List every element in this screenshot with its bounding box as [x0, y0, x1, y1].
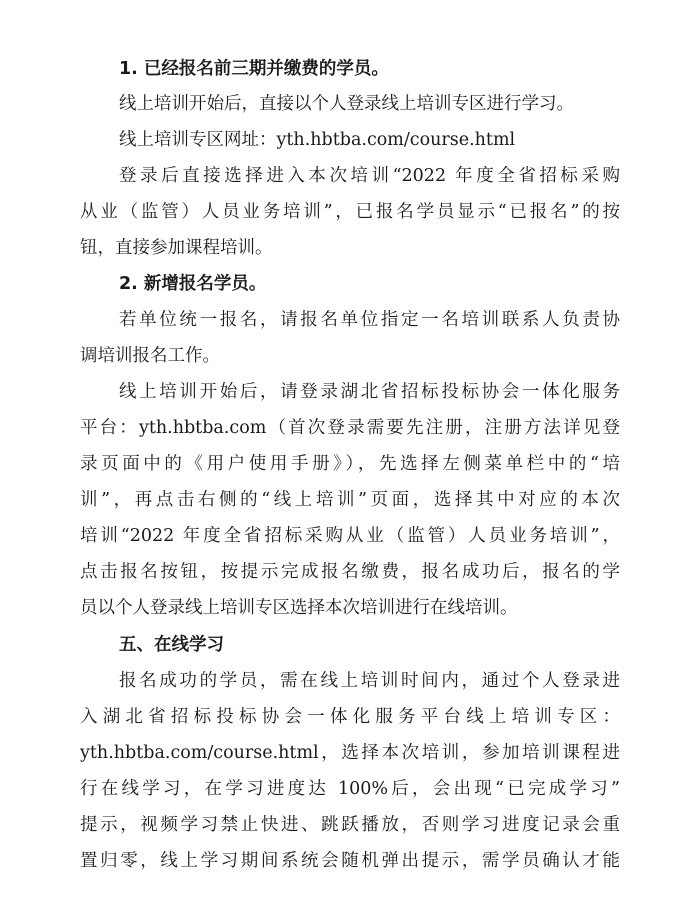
paragraph-line: 行在线学习，在学习进度达 100%后，会出现“已完成学习”	[80, 779, 620, 799]
paragraph-line: 置归零，线上学习期间系统会随机弹出提示，需学员确认才能	[80, 851, 620, 871]
paragraph-line: 若单位统一报名，请报名单位指定一名培训联系人负责协	[119, 310, 620, 330]
paragraph-line: 平台：yth.hbtba.com（首次登录需要先注册，注册方法详见登	[80, 418, 620, 438]
paragraph-line: 报名成功的学员，需在线上培训时间内，通过个人登录进	[119, 671, 620, 691]
heading-registered-trainees: 1. 已经报名前三期并缴费的学员。	[119, 59, 389, 79]
section-heading-online-study: 五、在线学习	[119, 635, 224, 655]
paragraph-line: 登录后直接选择进入本次培训“2022 年度全省招标采购	[119, 166, 620, 186]
paragraph-line: 调培训报名工作。	[80, 346, 220, 366]
paragraph-line: 点击报名按钮，按提示完成报名缴费，报名成功后，报名的学	[80, 562, 620, 582]
paragraph-line: 入湖北省招标投标协会一体化服务平台线上培训专区：	[80, 707, 620, 727]
paragraph-line: yth.hbtba.com/course.html，选择本次培训，参加培训课程进	[80, 743, 620, 763]
paragraph-line: 员以个人登录线上培训专区选择本次培训进行在线培训。	[80, 598, 518, 618]
paragraph-line: 培训“2022 年度全省招标采购从业（监管）人员业务培训”，	[80, 526, 620, 546]
heading-new-trainees: 2. 新增报名学员。	[119, 274, 267, 294]
paragraph-line: 提示，视频学习禁止快进、跳跃播放，否则学习进度记录会重	[80, 815, 620, 835]
paragraph-line: 钮，直接参加课程培训。	[80, 238, 273, 258]
paragraph-line: 训”，再点击右侧的“线上培训”页面，选择其中对应的本次	[80, 490, 620, 510]
paragraph-line: 录页面中的《用户使用手册》），先选择左侧菜单栏中的“培	[80, 454, 620, 474]
paragraph-line: 线上培训专区网址：yth.hbtba.com/course.html	[119, 130, 516, 150]
paragraph-line: 线上培训开始后，直接以个人登录线上培训专区进行学习。	[119, 94, 574, 114]
paragraph-line: 线上培训开始后，请登录湖北省招标投标协会一体化服务	[119, 382, 620, 402]
paragraph-line: 从业（监管）人员业务培训”，已报名学员显示“已报名”的按	[80, 202, 620, 222]
